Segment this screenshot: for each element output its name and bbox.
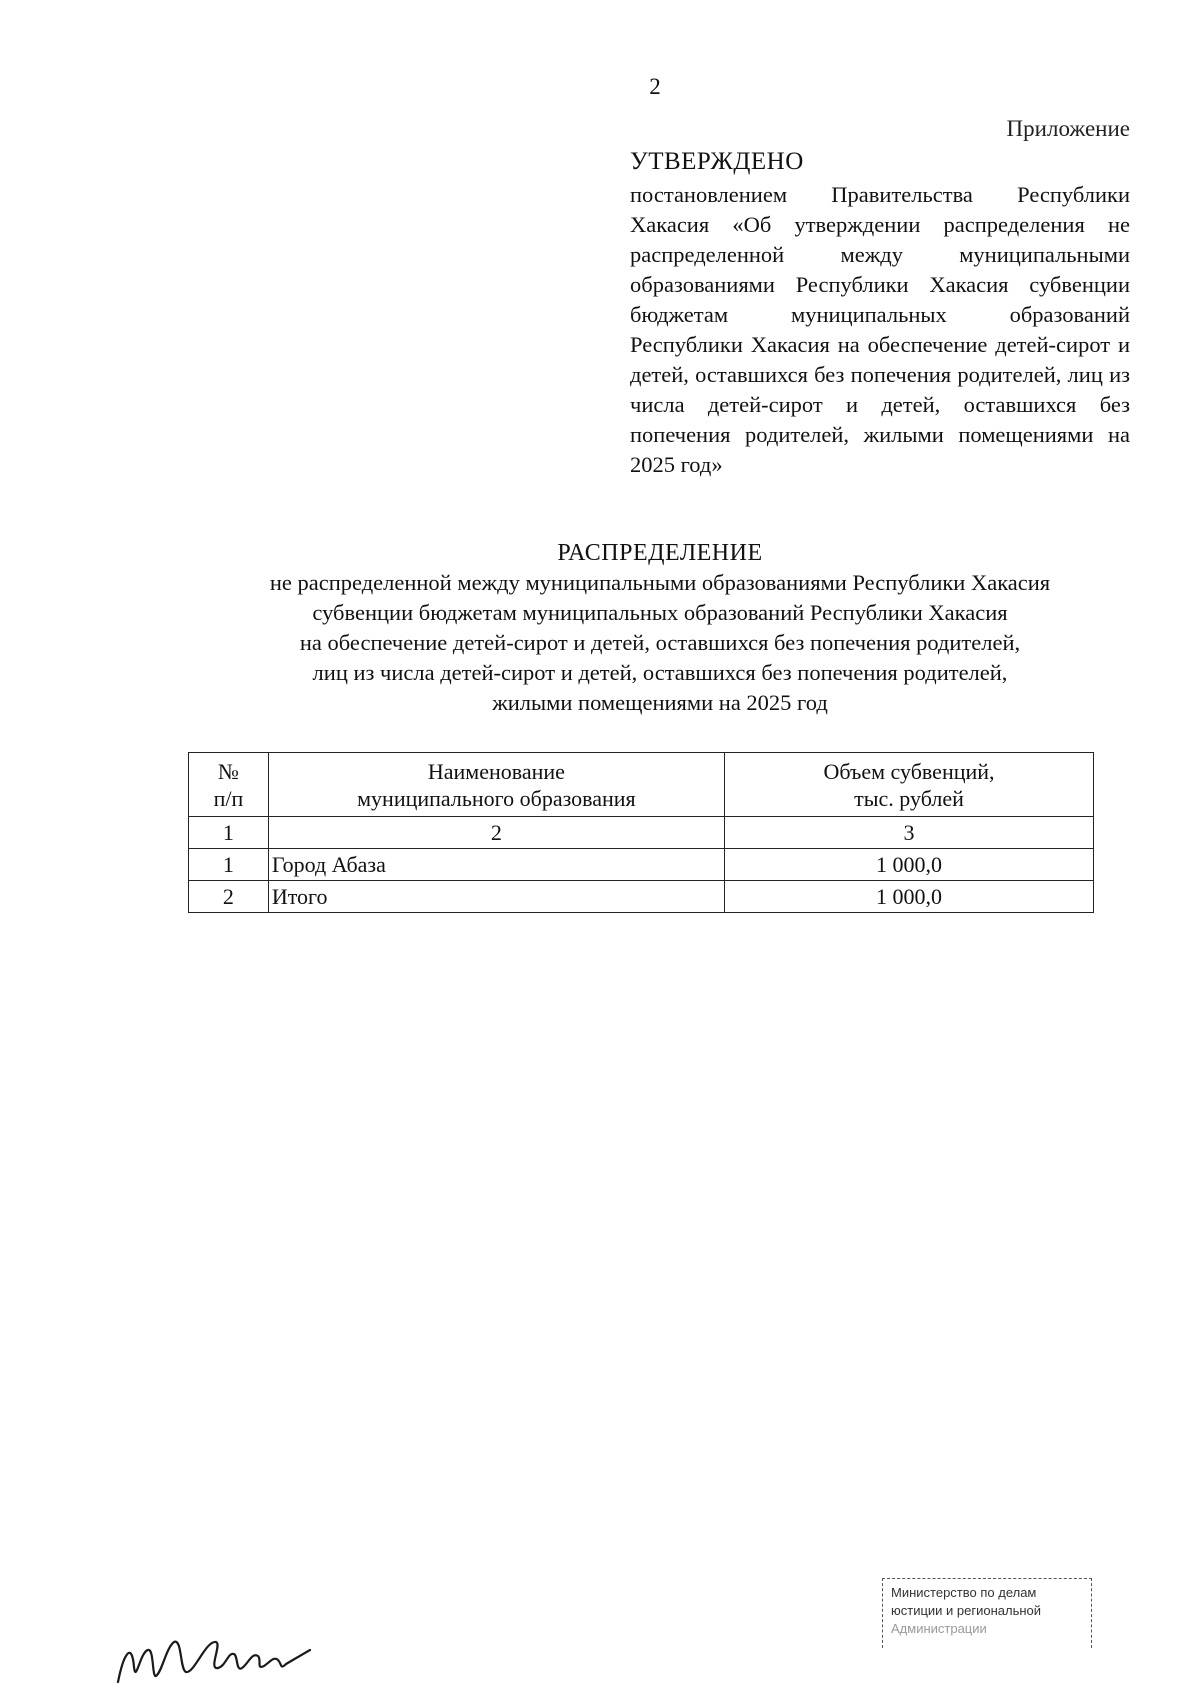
header-num-line2: п/п [213,786,244,811]
header-num [189,753,269,817]
header-name [268,753,724,817]
column-number-row [189,817,1094,849]
header-volume [725,753,1094,817]
table-header-row [189,753,1094,817]
approval-heading: УТВЕРЖДЕНО [630,148,804,175]
distribution-heading [160,538,1160,718]
page-number: 2 [649,74,661,99]
distribution-subtitle-line: не распределенной между муниципальными образованиями Республики Хакасия [269,570,1051,595]
distribution-subtitle [160,568,1160,718]
stamp-line: Министерство по делам [891,1585,1037,1600]
row-volume: 1 000,0 [725,849,1094,881]
distribution-subtitle-line: субвенции бюджетам муниципальных образований Республики Хакасия [312,600,1008,625]
row-name: Город Абаза [268,849,724,881]
distribution-title: РАСПРЕДЕЛЕНИЕ [557,540,763,566]
distribution-subtitle-line: жилыми помещениями на 2025 год [492,690,828,715]
header-name-line2: муниципального образования [357,786,636,811]
appendix-label: Приложение [1006,116,1130,141]
column-number: 1 [189,817,269,849]
header-name-line1: Наименование [427,759,565,784]
approval-block [630,146,1130,480]
row-num: 2 [189,881,269,913]
table-row [189,849,1094,881]
distribution-subtitle-line: на обеспечение детей-сирот и детей, оставшихся без попечения родителей, [299,630,1021,655]
header-volume-line2: тыс. рублей [854,786,964,811]
row-volume: 1 000,0 [725,881,1094,913]
distribution-subtitle-line: лиц из числа детей-сирот и детей, оставшихся без попечения родителей, [312,660,1008,685]
stamp-line: юстиции и региональной [891,1603,1042,1618]
signature-icon [110,1612,350,1702]
table-row [189,881,1094,913]
column-number: 3 [725,817,1094,849]
column-number: 2 [268,817,724,849]
row-name: Итого [268,881,724,913]
header-volume-line1: Объем субвенций, [823,759,995,784]
approval-text: постановлением Правительства Республики Хакасия «Об утверждении распределения не распределенной между муниципальными образованиями Республики Хакасия субвенции бюджетам муниципальных образований Республики Хакасия на обеспечение детей-сирот и детей, оставшихся без попечения родителей, лиц из числа детей-сирот и детей, оставшихся без попечения родителей, жилыми помещениями на 2025 год» [630,182,1130,477]
stamp-line: Администрации [891,1621,987,1636]
subsidy-table [188,752,1094,913]
registration-stamp [882,1578,1092,1648]
row-num: 1 [189,849,269,881]
header-num-line1: № [217,759,239,784]
